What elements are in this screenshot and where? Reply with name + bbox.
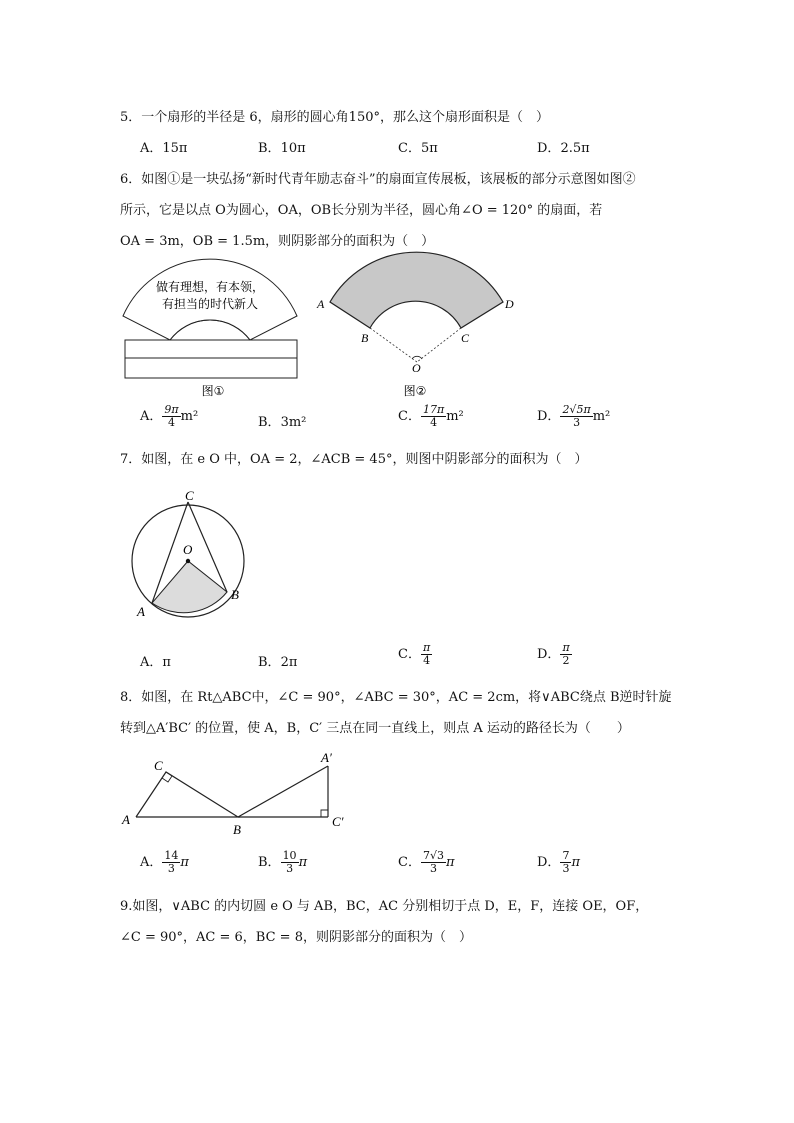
- triangle-abc: [136, 772, 238, 817]
- q6-option-a[interactable]: A． $\frac{9\pi}{4}$ m²: [140, 403, 199, 429]
- label-C-prime: C′: [332, 814, 344, 829]
- label-A-prime: A′: [321, 750, 332, 765]
- q6-option-c[interactable]: C． $\frac{17\pi}{4}$ m²: [398, 403, 464, 429]
- label-A: A: [317, 297, 325, 311]
- q7-option-d[interactable]: D． $\frac{\pi}{2}$: [537, 641, 570, 667]
- q7-option-a[interactable]: A．π: [140, 655, 171, 670]
- q6-figure-2: [315, 250, 520, 400]
- line-ba2: [238, 766, 328, 817]
- q5-stem: 5．一个扇形的半径是 6，扇形的圆心角150°，那么这个扇形面积是（ ）: [120, 110, 549, 125]
- q5-option-d[interactable]: D．2.5π: [537, 141, 590, 156]
- label-D: D: [505, 297, 514, 311]
- q8-option-c[interactable]: C． $\frac{7√3}{3}$ π: [398, 849, 455, 875]
- fan-slogan-line2: 有担当的时代新人: [161, 297, 259, 311]
- q5-option-c[interactable]: C．5π: [398, 141, 438, 156]
- fig1-caption: 图①: [201, 384, 225, 398]
- q7-option-c[interactable]: C． $\frac{\pi}{4}$: [398, 641, 431, 667]
- label-C: C: [461, 331, 470, 345]
- q9-stem-line2: ∠C = 90°，AC = 6，BC = 8，则阴影部分的面积为（ ）: [120, 930, 472, 945]
- q6-option-b[interactable]: B．3m²: [258, 415, 307, 430]
- q6-figure-1: [115, 258, 305, 403]
- label-O: O: [183, 542, 193, 557]
- board-bottom: [125, 358, 297, 378]
- q7-figure: [125, 485, 260, 620]
- label-B: B: [361, 331, 369, 345]
- q7-stem: 7．如图，在 e O 中，OA = 2，∠ACB = 45°，则图中阴影部分的面积为（ ）: [120, 452, 588, 467]
- board-top: [125, 340, 297, 358]
- q6-stem-line2: 所示，它是以点 O为圆心，OA，OB长分别为半径，圆心角∠O = 120° 的扇面，若: [120, 203, 603, 218]
- q8-option-a[interactable]: A． $\frac{14}{3}$ π: [140, 849, 189, 875]
- label-C: C: [185, 488, 194, 503]
- shaded-sector: [152, 561, 227, 613]
- q6-option-d[interactable]: D． $\frac{2√5\pi}{3}$ m²: [537, 403, 611, 429]
- q8-stem-line1: 8．如图，在 Rt△ABC中，∠C = 90°，∠ABC = 30°，AC = 2cm，将∨ABC绕点 B逆时针旋: [120, 690, 672, 705]
- q8-stem-line2: 转到△A′BC′ 的位置，使 A，B，C′ 三点在同一直线上，则点 A 运动的路径长为（ ）: [120, 721, 630, 736]
- shaded-sector-ring: [330, 252, 503, 328]
- q8-option-d[interactable]: D． $\frac{7}{3}$ π: [537, 849, 580, 875]
- label-A: A: [122, 812, 130, 827]
- label-B: B: [233, 822, 241, 837]
- label-O: O: [412, 361, 421, 375]
- label-C: C: [154, 758, 163, 773]
- q9-stem-line1: 9.如图，∨ABC 的内切圆 e O 与 AB，BC，AC 分别相切于点 D，E，F，连接 OE，OF，: [120, 899, 649, 914]
- label-B: B: [231, 587, 239, 602]
- q7-option-b[interactable]: B．2π: [258, 655, 298, 670]
- q5-option-b[interactable]: B．10π: [258, 141, 306, 156]
- fan-slogan-line1: 做有理想，有本领，: [155, 280, 265, 294]
- label-A: A: [137, 604, 145, 619]
- q8-option-b[interactable]: B． $\frac{10}{3}$ π: [258, 849, 308, 875]
- q8-figure: [118, 750, 353, 840]
- fig2-caption: 图②: [403, 384, 427, 398]
- q5-option-a[interactable]: A．15π: [140, 141, 188, 156]
- q6-stem-line1: 6．如图①是一块弘扬“新时代青年励志奋斗”的扇面宣传展板，该展板的部分示意图如图②: [120, 172, 636, 187]
- q6-stem-line3: OA = 3m，OB = 1.5m，则阴影部分的面积为（ ）: [120, 234, 435, 249]
